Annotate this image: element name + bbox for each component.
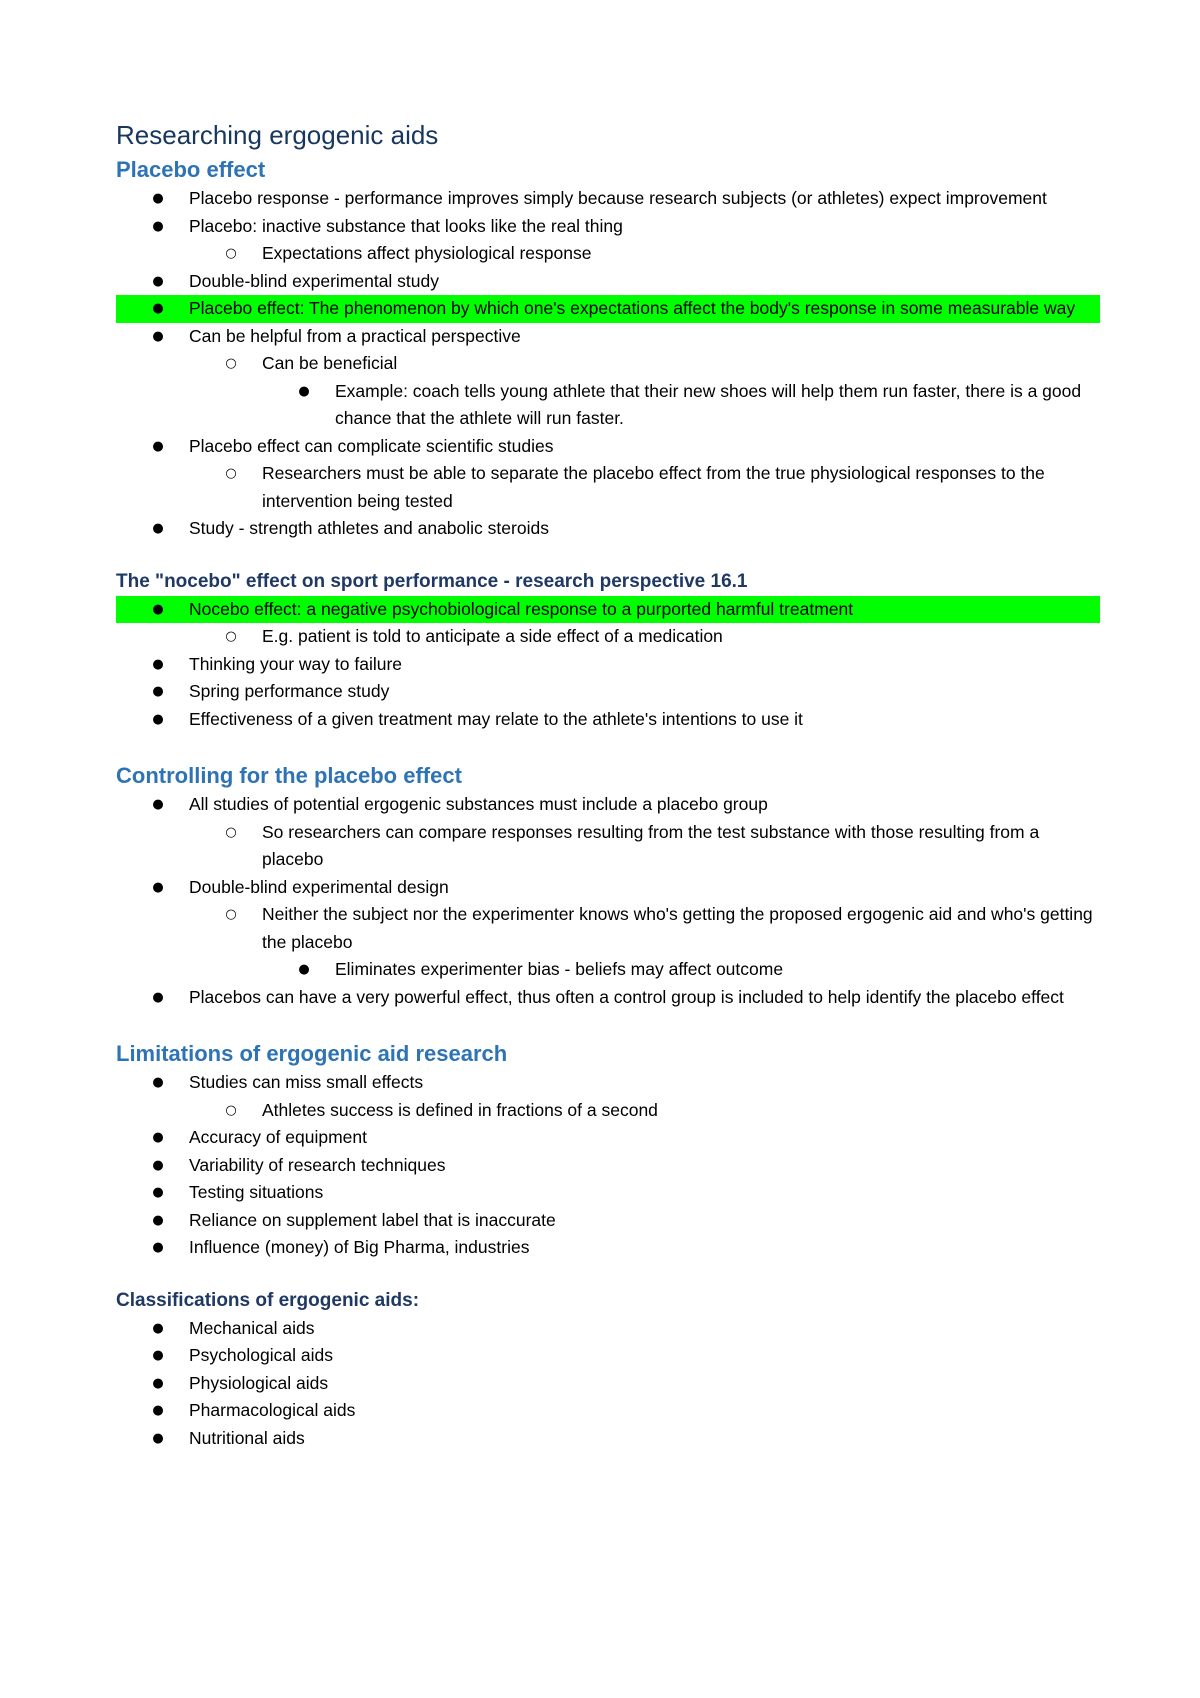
bullet-icon: ● [152, 1430, 164, 1446]
list-item: ● Reliance on supplement label that is inaccurate [116, 1207, 1100, 1235]
document-body [116, 118, 1100, 1452]
section-heading-placebo-effect: Placebo effect [116, 157, 266, 182]
list-item: ● Effectiveness of a given treatment may relate to the athlete's intentions to use it [116, 706, 1100, 734]
list-item: ● Mechanical aids [116, 1315, 1100, 1343]
list-item: ○ Expectations affect physiological response [116, 240, 1100, 268]
bullet-icon: ● [152, 1157, 164, 1173]
limitations-list [116, 1069, 1100, 1262]
list-item: ○ Can be beneficial [116, 350, 1100, 378]
hollow-bullet-icon: ○ [225, 824, 237, 840]
section-heading-limitations: Limitations of ergogenic aid research [116, 1041, 508, 1066]
hollow-bullet-icon: ○ [225, 246, 237, 261]
highlighted-list-item: ● Placebo effect: The phenomenon by which one's expectations affect the body's response in some measurable way [116, 295, 1100, 323]
bullet-icon: ● [298, 962, 310, 977]
bullet-icon: ● [152, 218, 164, 234]
list-item: ○ Athletes success is defined in fractions of a second [116, 1097, 1100, 1125]
list-item: ○ E.g. patient is told to anticipate a side effect of a medication [116, 623, 1100, 651]
bullet-icon: ● [152, 684, 164, 699]
document-title: Researching ergogenic aids [116, 120, 439, 150]
bullet-icon: ● [152, 656, 164, 672]
list-item: ● Testing situations [116, 1179, 1100, 1207]
list-item: ● Placebo effect can complicate scientific studies [116, 433, 1100, 461]
list-item: ● Double-blind experimental study [116, 268, 1100, 296]
bullet-icon: ● [152, 438, 164, 454]
nocebo-effect-list [116, 596, 1100, 734]
hollow-bullet-icon: ○ [225, 1102, 237, 1118]
placebo-effect-list [116, 185, 1100, 543]
bullet-icon: ● [152, 1320, 164, 1336]
bullet-icon: ● [152, 328, 164, 344]
list-item: ● Physiological aids [116, 1370, 1100, 1398]
bullet-icon: ● [152, 1130, 164, 1145]
bullet-icon: ● [152, 521, 164, 536]
section-heading-nocebo-effect: The "nocebo" effect on sport performance - research perspective 16.1 [116, 570, 748, 592]
bullet-icon: ● [152, 1075, 164, 1090]
bullet-icon: ● [152, 301, 164, 316]
bullet-icon: ● [152, 273, 164, 289]
list-item: ○ Neither the subject nor the experimenter knows who's getting the proposed ergogenic aid and who's getting the placebo [116, 901, 1100, 956]
list-item: ● Placebos can have a very powerful effect, thus often a control group is included to help identify the placebo effect [116, 984, 1100, 1012]
hollow-bullet-icon: ○ [225, 907, 237, 922]
hollow-bullet-icon: ○ [225, 466, 237, 481]
bullet-icon: ● [152, 989, 164, 1005]
list-item: ○ So researchers can compare responses resulting from the test substance with those resulting from a placebo [116, 819, 1100, 874]
list-item: ● All studies of potential ergogenic substances must include a placebo group [116, 791, 1100, 819]
list-item: ● Can be helpful from a practical perspective [116, 323, 1100, 351]
bullet-icon: ● [152, 1185, 164, 1200]
list-item: ● Psychological aids [116, 1342, 1100, 1370]
list-item: ○ Researchers must be able to separate the placebo effect from the true physiological responses to the intervention being tested [116, 460, 1100, 515]
bullet-icon: ● [298, 383, 310, 399]
classifications-list [116, 1315, 1100, 1453]
hollow-bullet-icon: ○ [225, 356, 237, 371]
list-item: ● Eliminates experimenter bias - beliefs may affect outcome [116, 956, 1100, 984]
list-item: ● Variability of research techniques [116, 1152, 1100, 1180]
highlighted-list-item: ● Nocebo effect: a negative psychobiological response to a purported harmful treatment [116, 596, 1100, 624]
controlling-placebo-list [116, 791, 1100, 1011]
bullet-icon: ● [152, 1348, 164, 1363]
hollow-bullet-icon: ○ [225, 629, 237, 644]
bullet-icon: ● [152, 879, 164, 895]
list-item: ● Example: coach tells young athlete that their new shoes will help them run faster, there is a good chance that the athlete will run faster. [116, 378, 1100, 433]
list-item: ● Studies can miss small effects [116, 1069, 1100, 1097]
bullet-icon: ● [152, 711, 164, 727]
bullet-icon: ● [152, 1375, 164, 1391]
list-item: ● Accuracy of equipment [116, 1124, 1100, 1152]
list-item: ● Influence (money) of Big Pharma, industries [116, 1234, 1100, 1262]
bullet-icon: ● [152, 1240, 164, 1255]
section-heading-classifications: Classifications of ergogenic aids: [116, 1289, 420, 1311]
bullet-icon: ● [152, 1403, 164, 1418]
bullet-icon: ● [152, 1212, 164, 1228]
section-heading-controlling-placebo: Controlling for the placebo effect [116, 763, 462, 788]
bullet-icon: ● [152, 191, 164, 206]
bullet-icon: ● [152, 601, 164, 617]
list-item: ● Thinking your way to failure [116, 651, 1100, 679]
list-item: ● Spring performance study [116, 678, 1100, 706]
list-item: ● Study - strength athletes and anabolic steroids [116, 515, 1100, 543]
bullet-icon: ● [152, 797, 164, 812]
list-item: ● Nutritional aids [116, 1425, 1100, 1453]
list-item: ● Placebo response - performance improves simply because research subjects (or athletes) expect improvement [116, 185, 1100, 213]
list-item: ● Placebo: inactive substance that looks like the real thing [116, 213, 1100, 241]
list-item: ● Double-blind experimental design [116, 874, 1100, 902]
list-item: ● Pharmacological aids [116, 1397, 1100, 1425]
